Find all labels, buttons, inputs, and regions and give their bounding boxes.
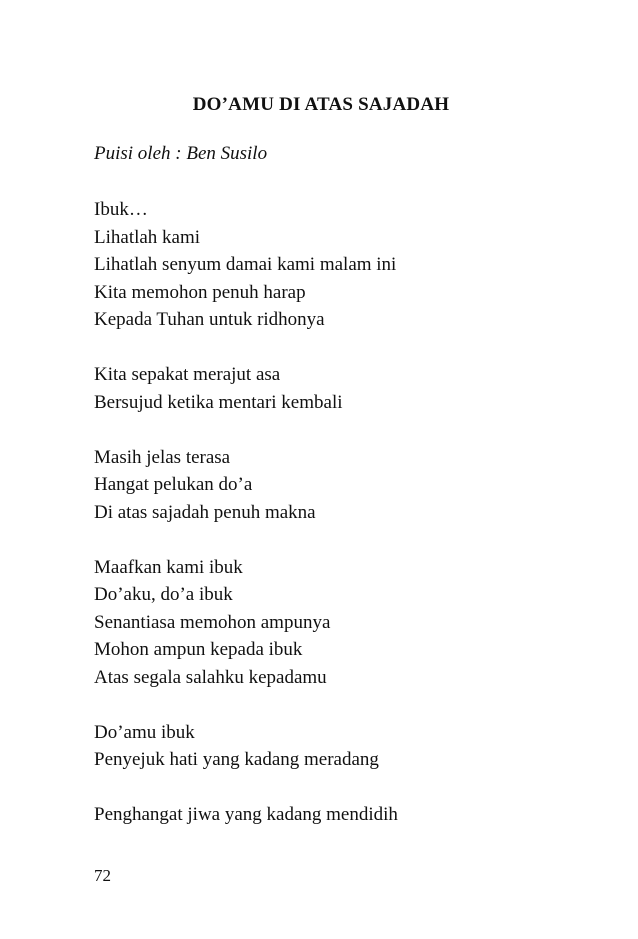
- stanza: [94, 719, 398, 774]
- poem-line: Kita memohon penuh harap: [94, 281, 306, 303]
- poem-line: Atas segala salahku kepadamu: [94, 666, 327, 688]
- poem-line: Lihatlah senyum damai kami malam ini: [94, 254, 397, 275]
- poem-body: [94, 196, 398, 856]
- stanza: [94, 554, 398, 692]
- poem-line: Kepada Tuhan untuk ridhonya: [94, 309, 325, 330]
- poem-line: Lihatlah kami: [94, 226, 201, 248]
- page-number: 72: [94, 866, 111, 885]
- poem-line: Do’amu ibuk: [94, 721, 195, 743]
- poem-line: Penyejuk hati yang kadang meradang: [94, 749, 379, 770]
- poem-line: Masih jelas terasa: [94, 446, 231, 468]
- stanza: [94, 801, 398, 829]
- poem-title: DO’AMU DI ATAS SAJADAH: [192, 94, 450, 115]
- stanza: [94, 361, 398, 416]
- poem-line: Penghangat jiwa yang kadang mendidih: [94, 804, 398, 825]
- stanza: [94, 196, 398, 334]
- poem-line: Hangat pelukan do’a: [94, 474, 253, 495]
- poem-byline: Puisi oleh : Ben Susilo: [94, 143, 268, 164]
- stanza: [94, 444, 398, 527]
- poem-line: Senantiasa memohon ampunya: [94, 611, 331, 633]
- poem-line: Do’aku, do’a ibuk: [94, 584, 233, 605]
- poem-line: Maafkan kami ibuk: [94, 556, 243, 578]
- poem-line: Di atas sajadah penuh makna: [94, 501, 316, 523]
- poem-line: Bersujud ketika mentari kembali: [94, 391, 343, 413]
- poem-line: Mohon ampun kepada ibuk: [94, 639, 303, 660]
- poem-line: Kita sepakat merajut asa: [94, 364, 281, 385]
- poem-line: Ibuk…: [94, 199, 148, 220]
